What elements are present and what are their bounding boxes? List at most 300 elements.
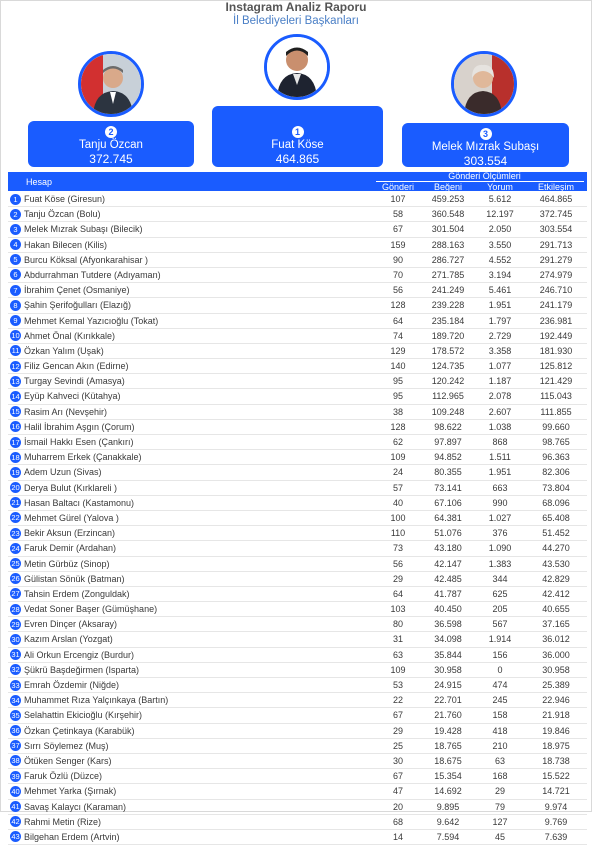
account-name: Özkan Çetinkaya (Karabük) (24, 725, 135, 736)
gonderi-cell: 107 (390, 194, 406, 204)
rank-badge: 34 (11, 695, 20, 705)
rank-badge: 11 (11, 346, 20, 356)
etkilesim-cell: 42.829 (542, 573, 570, 584)
etkilesim-cell: 464.865 (539, 194, 573, 204)
gonderi-cell: 73 (392, 543, 403, 554)
table-row (8, 496, 587, 511)
etkilesim-cell: 192.449 (539, 330, 573, 341)
begeni-cell: 22.701 (434, 695, 462, 706)
account-name: Tahsin Erdem (Zonguldak) (24, 588, 130, 599)
table-row (8, 784, 587, 799)
yorum-cell: 156 (492, 649, 508, 660)
gonderi-cell: 70 (392, 269, 403, 280)
avatar-rank-1 (264, 34, 330, 100)
table-row (8, 678, 587, 693)
begeni-cell: 35.844 (434, 649, 462, 660)
rank-badge: 9 (10, 315, 21, 326)
begeni-cell: 51.076 (434, 528, 462, 539)
rank-badge: 30 (11, 634, 20, 644)
rank-badge: 4 (10, 239, 21, 250)
header-gonderi: Gönderi (381, 182, 415, 192)
yorum-cell: 418 (492, 725, 508, 736)
gonderi-cell: 56 (392, 558, 403, 569)
table-row (8, 207, 587, 222)
begeni-cell: 73.141 (434, 482, 462, 493)
etkilesim-cell: 125.812 (539, 361, 573, 372)
gonderi-cell: 47 (392, 786, 403, 797)
account-name: Abdurrahman Tutdere (Adıyaman) (24, 269, 161, 280)
account-name: Faruk Özlü (Düzce) (24, 771, 103, 782)
begeni-cell: 97.897 (434, 437, 462, 447)
podium-name: Fuat Köse (271, 139, 324, 151)
yorum-cell: 990 (492, 497, 508, 508)
account-name: Rahmi Metin (Rize) (24, 816, 102, 827)
table-row (8, 253, 587, 268)
begeni-cell: 301.504 (431, 224, 465, 235)
gonderi-cell: 31 (392, 634, 403, 645)
table-row (8, 648, 587, 663)
table-row (8, 359, 587, 374)
gonderi-cell: 95 (392, 376, 403, 387)
etkilesim-cell: 42.412 (542, 588, 570, 599)
begeni-cell: 288.163 (431, 239, 465, 250)
table-row (8, 405, 587, 420)
rank-badge: 24 (11, 543, 20, 553)
rank-badge: 3 (480, 128, 492, 140)
table-row (8, 602, 587, 617)
header-begeni: Beğeni (433, 182, 463, 192)
header-etkilesim: Etkileşim (537, 182, 574, 192)
account-name: Hakan Bilecen (Kilis) (24, 239, 108, 250)
etkilesim-cell: 96.363 (542, 452, 570, 463)
account-name: Bilgehan Erdem (Artvin) (24, 831, 120, 842)
table-row (8, 739, 587, 754)
yorum-cell: 1.951 (488, 300, 512, 311)
table-row (8, 511, 587, 526)
etkilesim-cell: 99.660 (542, 421, 570, 432)
begeni-cell: 124.735 (431, 361, 465, 372)
rank-badge: 16 (11, 422, 20, 432)
table-row (8, 465, 587, 480)
begeni-cell: 80.355 (434, 467, 462, 478)
account-name: Filiz Gencan Akın (Edirne) (24, 361, 129, 372)
etkilesim-cell: 36.000 (542, 649, 570, 660)
header-group-label: Gönderi Ölçümleri (448, 171, 521, 181)
begeni-cell: 239.228 (431, 300, 465, 311)
etkilesim-cell: 9.974 (544, 801, 568, 812)
yorum-cell: 1.027 (488, 512, 512, 523)
table-body (8, 192, 587, 845)
rank-badge: 40 (11, 786, 20, 796)
etkilesim-cell: 14.721 (542, 786, 570, 797)
table-row (8, 298, 587, 313)
table-row (8, 450, 587, 465)
yorum-cell: 3.550 (488, 239, 512, 250)
etkilesim-cell: 22.946 (542, 695, 570, 706)
account-name: Mehmet Kemal Yazıcıoğlu (Tokat) (24, 315, 159, 326)
rank-badge: 29 (11, 619, 20, 629)
yorum-cell: 0 (497, 664, 503, 675)
yorum-cell: 2.729 (488, 330, 512, 341)
begeni-cell: 18.675 (434, 755, 462, 766)
table-row (8, 481, 587, 496)
gonderi-cell: 128 (390, 421, 406, 432)
yorum-cell: 4.552 (488, 254, 512, 265)
etkilesim-cell: 111.855 (540, 406, 572, 417)
etkilesim-cell: 98.765 (542, 437, 570, 447)
etkilesim-cell: 25.389 (542, 680, 570, 690)
account-name: Metin Gürbüz (Sinop) (24, 558, 110, 569)
account-name: Özkan Yalım (Uşak) (24, 345, 104, 356)
table-row (8, 435, 587, 450)
etkilesim-cell: 291.713 (539, 239, 573, 250)
rank-badge: 5 (10, 254, 21, 265)
rank-badge: 18 (11, 452, 20, 462)
table-row (8, 374, 587, 389)
etkilesim-cell: 115.043 (540, 391, 572, 402)
yorum-cell: 79 (494, 801, 505, 812)
gonderi-cell: 64 (392, 588, 403, 599)
account-name: Muhammet Rıza Yalçınkaya (Bartın) (24, 695, 169, 706)
rank-badge: 2 (10, 209, 21, 220)
begeni-cell: 40.450 (434, 604, 462, 615)
yorum-cell: 2.050 (488, 224, 512, 235)
rank-badge: 23 (11, 528, 20, 538)
rank-badge: 43 (11, 832, 20, 842)
begeni-cell: 189.720 (431, 330, 465, 341)
begeni-cell: 98.622 (434, 421, 462, 432)
gonderi-cell: 30 (392, 755, 403, 766)
account-name: Kazım Arslan (Yozgat) (24, 634, 113, 645)
table-row (8, 754, 587, 769)
gonderi-cell: 128 (390, 300, 406, 311)
gonderi-cell: 62 (392, 437, 403, 447)
begeni-cell: 9.642 (436, 816, 460, 827)
begeni-cell: 241.249 (431, 285, 465, 296)
account-name: Ötüken Senger (Kars) (24, 755, 112, 766)
gonderi-cell: 25 (392, 740, 403, 751)
yorum-cell: 868 (492, 437, 508, 447)
account-name: Rasim Arı (Nevşehir) (24, 406, 108, 417)
etkilesim-cell: 181.930 (539, 345, 573, 356)
account-name: Gülistan Sönük (Batman) (24, 573, 125, 584)
gonderi-cell: 40 (392, 497, 403, 508)
rank-badge: 8 (10, 300, 21, 311)
header-yorum: Yorum (487, 182, 513, 192)
account-name: Emrah Özdemir (Niğde) (24, 680, 120, 690)
gonderi-cell: 58 (392, 209, 403, 220)
rank-badge: 41 (11, 802, 20, 811)
account-name: Şükrü Başdeğirmen (Isparta) (24, 664, 140, 675)
gonderi-cell: 67 (392, 771, 403, 782)
table-row (8, 329, 587, 344)
begeni-cell: 42.147 (434, 558, 462, 569)
begeni-cell: 34.098 (434, 634, 462, 645)
rank-badge: 13 (11, 376, 20, 386)
begeni-cell: 360.548 (431, 209, 465, 220)
rank-badge: 17 (11, 437, 20, 447)
yorum-cell: 625 (492, 588, 508, 599)
table-row (8, 557, 587, 572)
table-row (8, 632, 587, 647)
report-subtitle: İl Belediyeleri Başkanları (233, 15, 359, 27)
podium-card-rank-3 (402, 123, 569, 167)
table-row (8, 314, 587, 329)
gonderi-cell: 67 (392, 224, 403, 235)
table-row (8, 663, 587, 678)
etkilesim-cell: 291.279 (539, 254, 573, 265)
gonderi-cell: 95 (392, 391, 403, 402)
table-row (8, 192, 587, 207)
begeni-cell: 64.381 (434, 512, 462, 523)
yorum-cell: 1.914 (488, 634, 512, 645)
begeni-cell: 235.184 (431, 315, 465, 326)
table-row (8, 617, 587, 632)
table-row (8, 572, 587, 587)
etkilesim-cell: 37.165 (542, 619, 570, 630)
gonderi-cell: 103 (390, 604, 406, 615)
yorum-cell: 376 (492, 528, 508, 539)
account-name: Derya Bulut (Kırklareli ) (24, 482, 118, 493)
etkilesim-cell: 30.958 (542, 664, 570, 675)
account-name: Mehmet Yarka (Şırnak) (24, 786, 117, 797)
gonderi-cell: 29 (392, 573, 403, 584)
rank-badge: 37 (11, 741, 20, 751)
podium-card-rank-1 (212, 106, 383, 167)
etkilesim-cell: 68.096 (542, 497, 570, 508)
yorum-cell: 1.187 (488, 376, 512, 387)
table-row (8, 541, 587, 556)
yorum-cell: 1.077 (488, 361, 512, 372)
account-name: Mehmet Gürel (Yalova ) (24, 512, 119, 523)
table-row (8, 268, 587, 283)
begeni-cell: 36.598 (434, 619, 462, 630)
account-name: Ahmet Önal (Kırıkkale) (24, 330, 116, 341)
yorum-cell: 3.194 (488, 269, 512, 280)
etkilesim-cell: 7.639 (544, 831, 568, 842)
table-row (8, 283, 587, 298)
account-name: Adem Uzun (Sivas) (24, 467, 102, 478)
etkilesim-cell: 43.530 (542, 558, 570, 569)
yorum-cell: 1.038 (488, 421, 512, 432)
gonderi-cell: 14 (392, 831, 403, 842)
begeni-cell: 120.242 (431, 376, 465, 387)
rank-badge: 20 (11, 483, 20, 493)
avatar-rank-3 (451, 51, 517, 117)
yorum-cell: 210 (492, 740, 508, 751)
gonderi-cell: 74 (392, 330, 403, 341)
gonderi-cell: 20 (392, 801, 403, 812)
account-name: Selahattin Ekicioğlu (Kırşehir) (24, 710, 143, 721)
header-hesap: Hesap (26, 177, 53, 187)
yorum-cell: 474 (492, 680, 508, 690)
begeni-cell: 19.428 (434, 725, 462, 736)
rank-badge: 31 (11, 650, 20, 660)
rank-badge: 27 (11, 589, 20, 599)
account-name: İsmail Hakkı Esen (Çankırı) (24, 437, 134, 447)
begeni-cell: 24.915 (434, 680, 462, 690)
yorum-cell: 158 (492, 710, 508, 721)
begeni-cell: 94.852 (434, 452, 462, 463)
begeni-cell: 7.594 (436, 831, 460, 842)
gonderi-cell: 56 (392, 285, 403, 296)
etkilesim-cell: 303.554 (539, 224, 573, 235)
table-row (8, 708, 587, 723)
yorum-cell: 2.607 (488, 406, 512, 417)
rank-badge: 19 (11, 467, 20, 477)
rank-badge: 10 (11, 331, 20, 341)
begeni-cell: 271.785 (431, 269, 465, 280)
gonderi-cell: 38 (392, 406, 403, 417)
rank-badge: 36 (11, 726, 20, 736)
gonderi-cell: 109 (390, 664, 406, 675)
table-row (8, 587, 587, 602)
account-name: Burcu Köksal (Afyonkarahisar ) (24, 254, 149, 265)
rank-badge: 33 (11, 680, 20, 690)
yorum-cell: 1.951 (488, 467, 512, 478)
etkilesim-cell: 241.179 (539, 300, 573, 311)
begeni-cell: 109.248 (431, 406, 465, 417)
gonderi-cell: 129 (390, 345, 406, 356)
begeni-cell: 14.692 (434, 786, 462, 797)
yorum-cell: 1.090 (488, 543, 512, 554)
table-row (8, 420, 587, 435)
rank-badge: 32 (11, 665, 20, 675)
podium-card-rank-2 (28, 121, 194, 167)
account-name: Ali Orkun Ercengiz (Burdur) (24, 649, 135, 660)
gonderi-cell: 109 (390, 452, 406, 463)
etkilesim-cell: 372.745 (539, 209, 573, 220)
rank-badge: 39 (11, 771, 20, 781)
etkilesim-cell: 65.408 (542, 512, 570, 523)
rank-badge: 26 (11, 574, 20, 584)
table-row (8, 526, 587, 541)
podium-value: 303.554 (463, 154, 508, 168)
table-header (8, 172, 587, 191)
podium-value: 464.865 (275, 152, 320, 166)
yorum-cell: 567 (492, 619, 508, 630)
etkilesim-cell: 15.522 (542, 771, 570, 782)
account-name: Savaş Kalaycı (Karaman) (24, 801, 127, 812)
account-name: Melek Mızrak Subaşı (Bilecik) (24, 224, 143, 235)
gonderi-cell: 29 (392, 725, 403, 736)
account-name: Evren Dinçer (Aksaray) (24, 619, 118, 630)
table-row (8, 693, 587, 708)
yorum-cell: 663 (492, 482, 508, 493)
account-name: Faruk Demir (Ardahan) (24, 543, 117, 554)
etkilesim-cell: 236.981 (539, 315, 573, 326)
table-row (8, 815, 587, 830)
etkilesim-cell: 18.975 (542, 740, 570, 751)
gonderi-cell: 100 (390, 512, 406, 523)
etkilesim-cell: 51.452 (542, 528, 570, 539)
rank-badge: 1 (292, 126, 304, 138)
account-name: Hasan Baltacı (Kastamonu) (24, 497, 135, 508)
yorum-cell: 5.461 (488, 285, 512, 296)
rank-badge: 3 (10, 224, 21, 235)
gonderi-cell: 63 (392, 649, 403, 660)
gonderi-cell: 57 (392, 482, 403, 493)
begeni-cell: 21.760 (434, 710, 462, 721)
etkilesim-cell: 73.804 (542, 482, 570, 493)
account-name: Şahin Şerifoğulları (Elazığ) (24, 300, 132, 311)
yorum-cell: 63 (494, 755, 505, 766)
table-row (8, 344, 587, 359)
account-name: İbrahim Çenet (Osmaniye) (24, 285, 130, 296)
account-name: Halil İbrahim Aşgın (Çorum) (24, 421, 135, 432)
rank-badge: 35 (11, 710, 20, 720)
etkilesim-cell: 19.846 (542, 725, 570, 736)
begeni-cell: 178.572 (431, 345, 465, 356)
yorum-cell: 168 (492, 771, 508, 782)
table-row (8, 389, 587, 404)
account-name: Muharrem Erkek (Çanakkale) (24, 452, 142, 463)
account-name: Turgay Sevindi (Amasya) (24, 376, 125, 387)
rank-badge: 25 (11, 559, 20, 568)
table-row (8, 830, 587, 845)
table-row (8, 238, 587, 253)
gonderi-cell: 68 (392, 816, 403, 827)
begeni-cell: 15.354 (434, 771, 462, 782)
etkilesim-cell: 9.769 (544, 816, 568, 827)
yorum-cell: 29 (494, 786, 505, 797)
yorum-cell: 245 (492, 695, 508, 706)
etkilesim-cell: 246.710 (539, 285, 573, 296)
rank-badge: 21 (11, 498, 20, 508)
account-name: Vedat Soner Başer (Gümüşhane) (24, 604, 158, 615)
etkilesim-cell: 274.979 (539, 269, 573, 280)
gonderi-cell: 80 (392, 619, 403, 630)
yorum-cell: 344 (492, 573, 508, 584)
rank-badge: 7 (10, 285, 21, 296)
gonderi-cell: 64 (392, 315, 403, 326)
yorum-cell: 205 (492, 604, 508, 615)
begeni-cell: 459.253 (431, 194, 465, 204)
begeni-cell: 112.965 (432, 391, 464, 402)
gonderi-cell: 110 (390, 528, 406, 539)
account-name: Bekir Aksun (Erzincan) (24, 528, 116, 539)
rank-badge: 2 (105, 126, 117, 138)
report-title: Instagram Analiz Raporu (225, 0, 367, 14)
etkilesim-cell: 36.012 (542, 634, 570, 645)
rank-badge: 38 (11, 756, 20, 766)
table-row (8, 800, 587, 815)
account-name: Sırrı Söylemez (Muş) (24, 740, 109, 751)
etkilesim-cell: 82.306 (542, 467, 570, 478)
yorum-cell: 12.197 (486, 209, 514, 220)
rank-badge: 15 (11, 407, 20, 417)
podium-value: 372.745 (89, 152, 133, 166)
begeni-cell: 9.895 (436, 801, 460, 812)
yorum-cell: 127 (492, 816, 508, 827)
etkilesim-cell: 121.429 (539, 376, 573, 387)
begeni-cell: 42.485 (434, 573, 462, 584)
table-row (8, 724, 587, 739)
gonderi-cell: 159 (390, 239, 406, 250)
gonderi-cell: 90 (392, 254, 403, 265)
rank-badge: 6 (10, 269, 21, 280)
rank-badge: 42 (11, 817, 20, 827)
begeni-cell: 18.765 (434, 740, 462, 751)
yorum-cell: 1.511 (489, 452, 511, 463)
rank-badge: 28 (11, 604, 20, 614)
yorum-cell: 3.358 (488, 345, 512, 356)
begeni-cell: 67.106 (434, 497, 462, 508)
rank-badge: 12 (11, 361, 20, 371)
yorum-cell: 1.383 (488, 558, 512, 569)
etkilesim-cell: 44.270 (542, 543, 570, 554)
begeni-cell: 30.958 (434, 664, 462, 675)
